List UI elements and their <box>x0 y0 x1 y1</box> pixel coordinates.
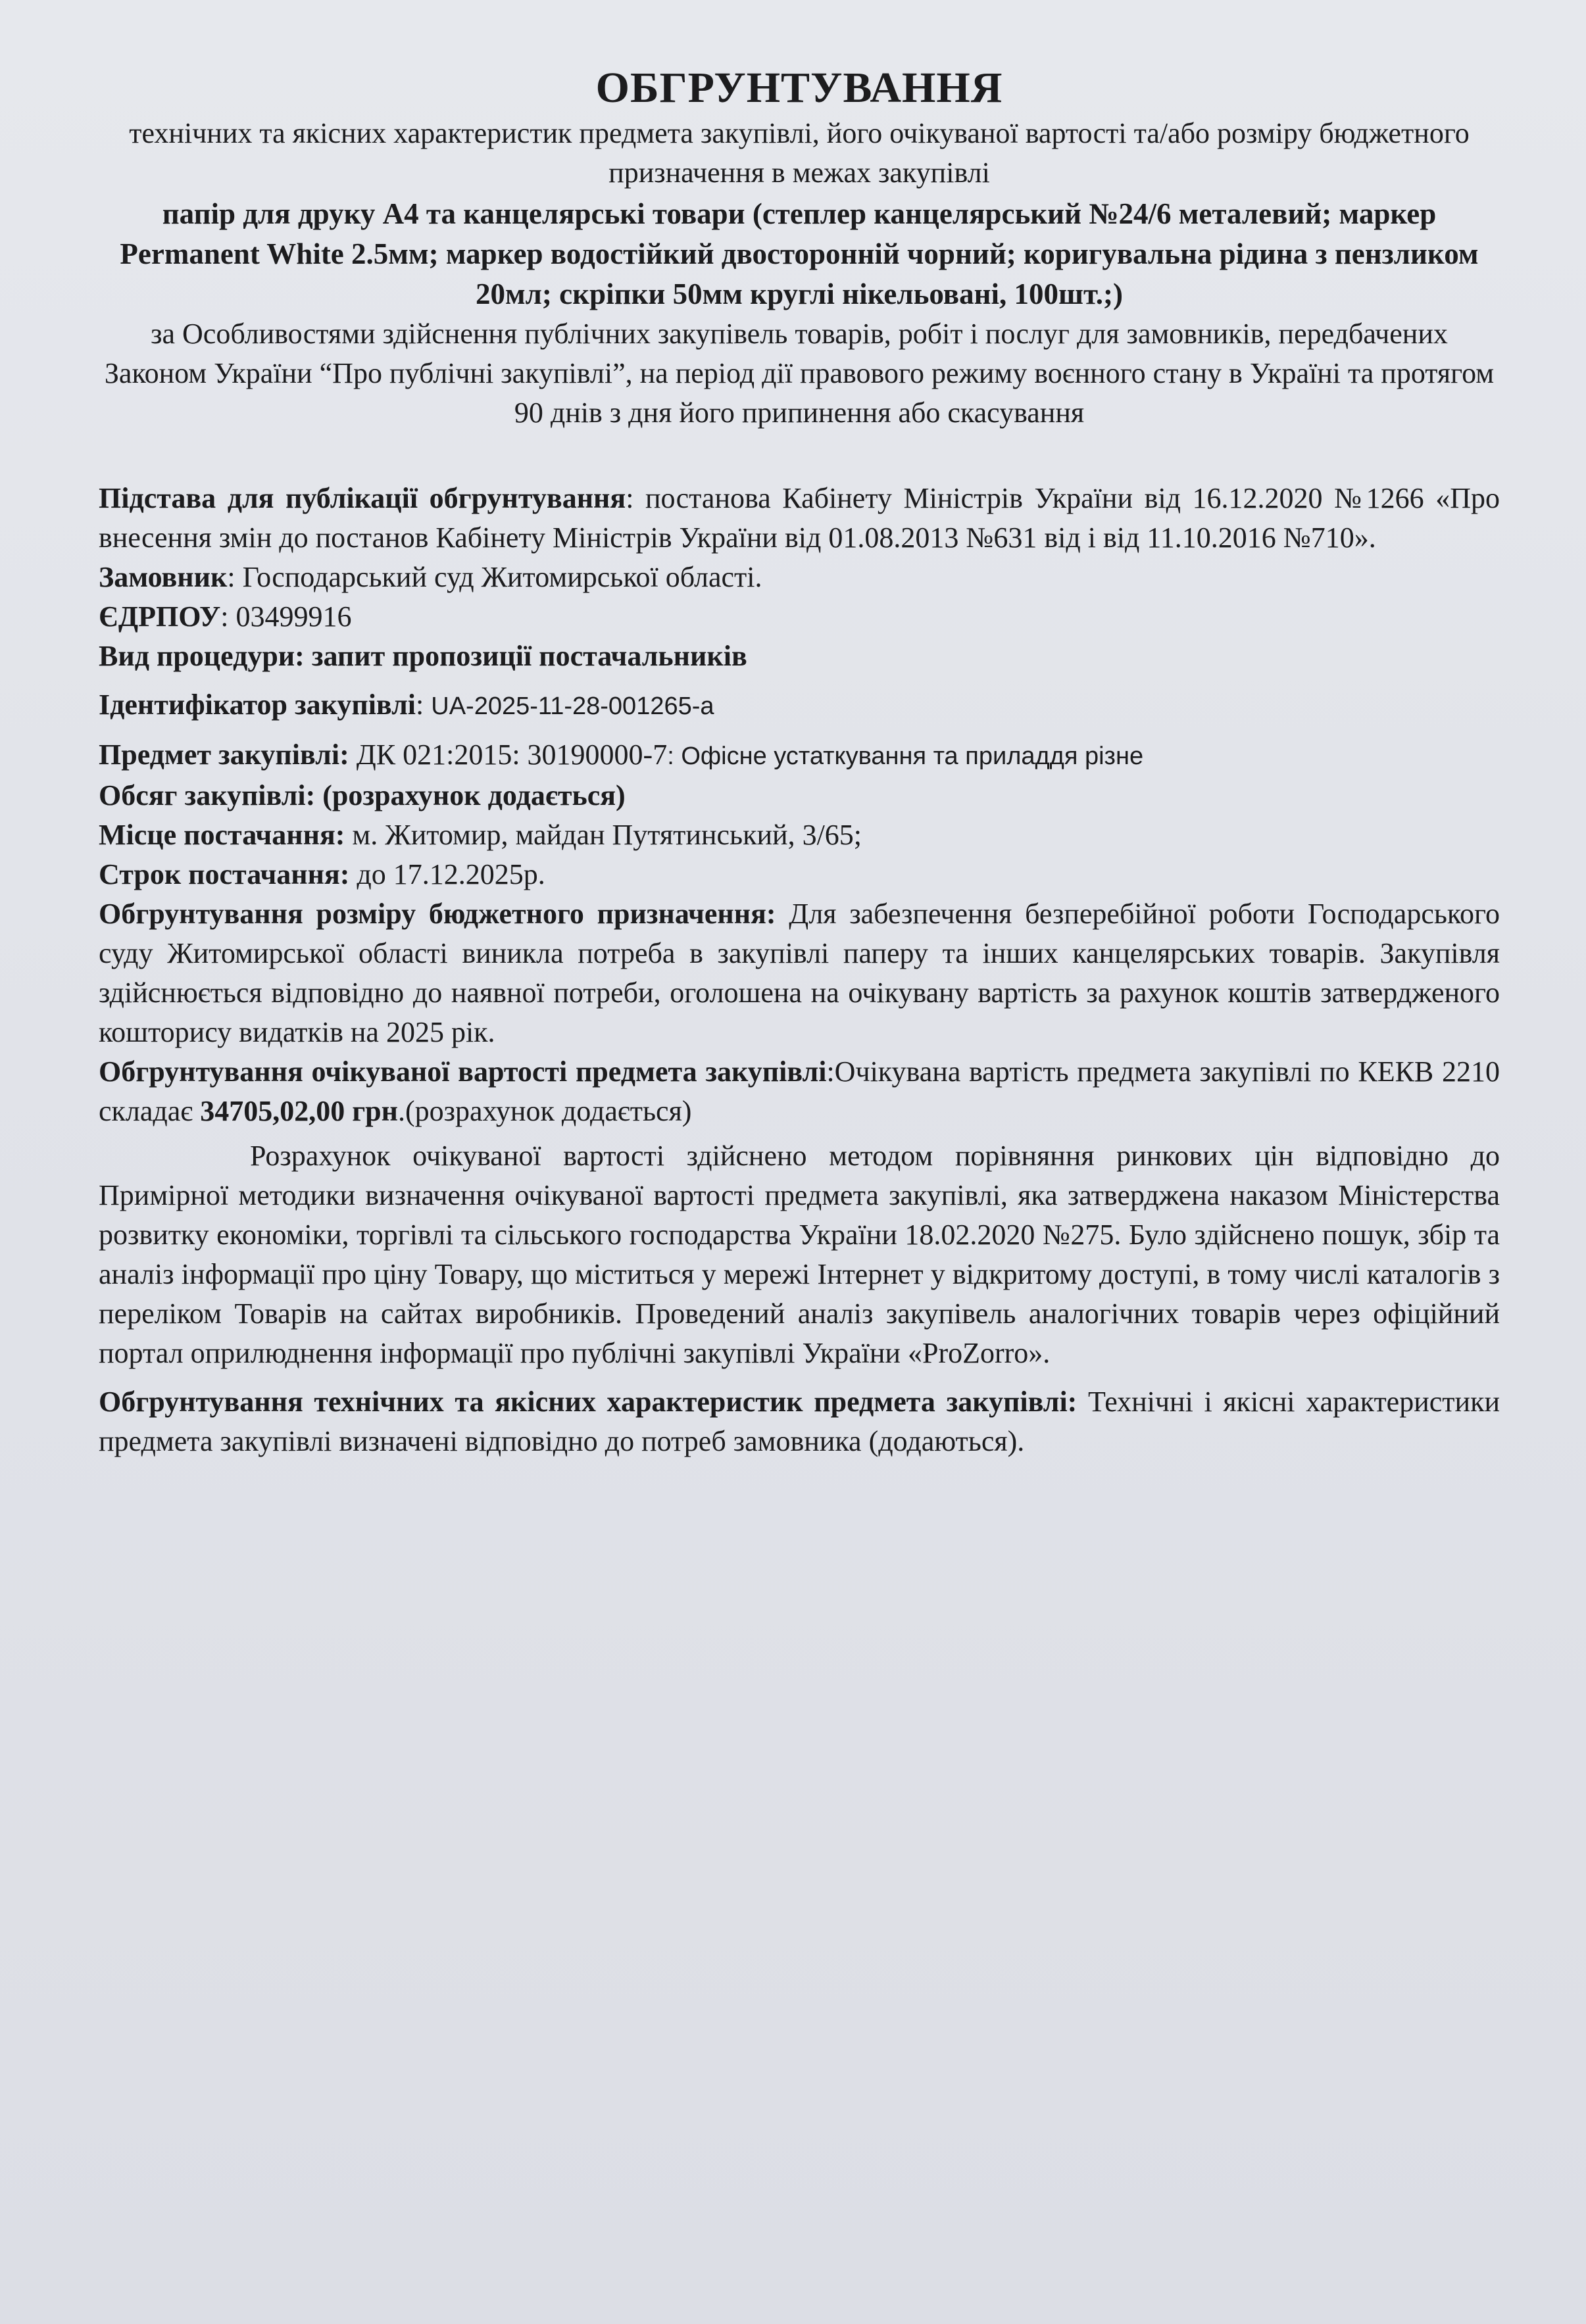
procedure-value: : запит пропозиції постачальників <box>295 640 747 672</box>
term-label: Строк постачання: <box>99 858 350 890</box>
edrpou-value: : 03499916 <box>220 600 352 633</box>
document-page <box>99 62 1500 1461</box>
volume-line <box>99 776 1500 815</box>
basis-label: Підстава для публікації обгрунтування <box>99 482 626 514</box>
customer-label: Замовник <box>99 561 228 593</box>
identifier-value: UA-2025-11-28-001265-a <box>431 692 714 720</box>
edrpou-line <box>99 597 1500 637</box>
edrpou-label: ЄДРПОУ <box>99 600 221 633</box>
volume-value: (розрахунок додається) <box>315 779 626 811</box>
procedure-line <box>99 637 1500 676</box>
budget-label: Обгрунтування розміру бюджетного призначення: <box>99 898 776 930</box>
document-body <box>99 479 1500 1461</box>
expected-label: Обгрунтування очікуваної вартості предмета закупівлі <box>99 1055 827 1088</box>
identifier-colon: : <box>416 689 432 721</box>
expected-value-b: .(розрахунок додається) <box>398 1095 692 1127</box>
document-subtitle: технічних та якісних характеристик предмета закупівлі, його очікуваної вартості та/або розміру бюджетного призначення в межах закупівлі <box>129 117 1470 189</box>
subject-line <box>99 735 1500 776</box>
expected-value-a: :Очікувана вартість предмета закупівлі по КЕКВ 2210 складає <box>99 1055 1500 1127</box>
place-line <box>99 815 1500 855</box>
identifier-label: Ідентифікатор закупівлі <box>99 689 416 721</box>
document-title: ОБГРУНТУВАННЯ <box>595 64 1003 112</box>
technical-paragraph <box>99 1382 1500 1461</box>
basis-paragraph <box>99 479 1500 558</box>
identifier-line <box>99 685 1500 726</box>
calculation-paragraph: Розрахунок очікуваної вартості здійснено методом порівняння ринкових цін відповідно до Примірної методики визначення очікуваної вартості предмета закупівлі, яка затверджена наказом Міністерства розвитку економіки, торгівлі та сільського господарства України 18.02.2020 №275. Було здійснено пошук, збір та аналіз інформації про ціну Товару, що міститься у мережі Інтернет у відкритому доступі, в тому числі каталогів з переліком Товарів на сайтах виробників. Проведений аналіз закупівель аналогічних товарів через офіційний портал оприлюднення інформації про публічні закупівлі України «ProZorro». <box>99 1140 1500 1369</box>
expected-cost-paragraph <box>99 1052 1500 1131</box>
basis-value: : постанова Кабінету Міністрів України від 16.12.2020 №1266 «Про внесення змін до постанов Кабінету Міністрів України від 01.08.2013 №631 від і від 11.10.2016 №710». <box>99 482 1500 554</box>
budget-value: Для забезпечення безперебійної роботи Господарського суду Житомирської області виникла потреба в закупівлі паперу та інших канцелярських товарів. Закупівля здійснюється відповідно до наявної потреби, оголошена на очікувану вартість за рахунок коштів затвердженого кошторису видатків на 2025 рік. <box>99 898 1500 1048</box>
volume-label: Обсяг закупівлі: <box>99 779 316 811</box>
place-value: м. Житомир, майдан Путятинський, 3/65; <box>345 819 862 851</box>
budget-paragraph <box>99 894 1500 1052</box>
subject-code: ДК 021:2015: 30190000-7 <box>349 738 668 771</box>
technical-label: Обгрунтування технічних та якісних характеристик предмета закупівлі: <box>99 1386 1078 1418</box>
subject-value: : Офісне устаткування та приладдя різне <box>667 742 1144 770</box>
procedure-label: Вид процедури <box>99 640 295 672</box>
customer-value: : Господарський суд Житомирської області. <box>227 561 762 593</box>
place-label: Місце постачання: <box>99 819 345 851</box>
technical-value: Технічні і якісні характеристики предмета закупівлі визначені відповідно до потреб замовника (додаються). <box>99 1386 1500 1457</box>
legal-particulars: за Особливостями здійснення публічних закупівель товарів, робіт і послуг для замовників, передбачених Законом України “Про публічні закупівлі”, на період дії правового режиму воєнного стану в Україні та протягом 90 днів з дня його припинення або скасування <box>104 318 1495 429</box>
term-value: до 17.12.2025р. <box>349 858 545 890</box>
term-line <box>99 855 1500 894</box>
expected-amount: 34705,02,00 грн <box>200 1095 399 1127</box>
subject-label: Предмет закупівлі: <box>99 738 349 771</box>
customer-line <box>99 558 1500 597</box>
procurement-subject: папір для друку А4 та канцелярські товари (степлер канцелярський №24/6 металевий; маркер Permanent White 2.5мм; маркер водостійкий двосторонній чорний; коригувальна рідина з пензликом 20мл; скріпки 50мм круглі нікельовані, 100шт.;) <box>120 197 1479 310</box>
